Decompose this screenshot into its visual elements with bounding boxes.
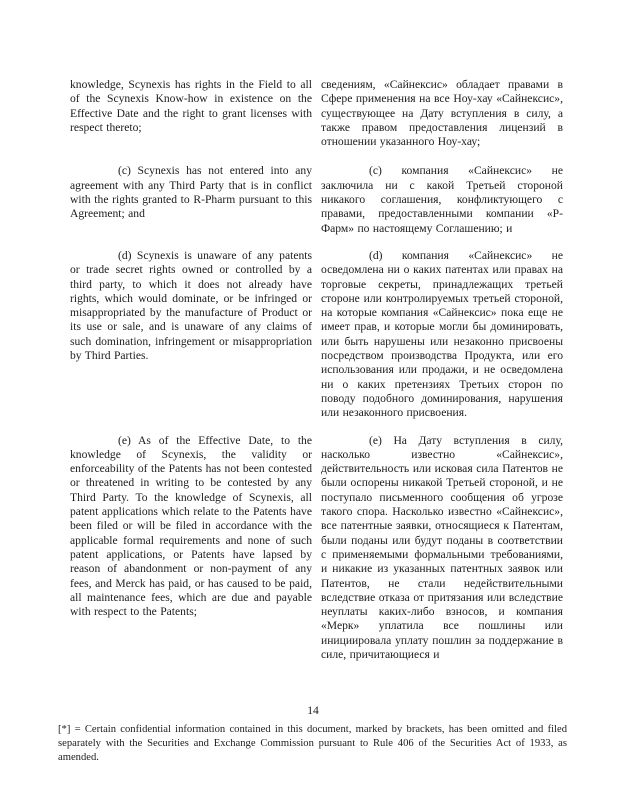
footnote: [*] = Certain confidential information contained in this document, marked by brackets, has been omitted and filed separately with the Securities and Exchange Commission pursuant to Rule 406 of the Securities Act of 1933, as amended. [58,724,567,763]
clause-c-en: (c) Scynexis has not entered into any agreement with any Third Party that is in conflict with the rights granted to R-Pharm pursuant to this Agreement; and [70,164,312,221]
clause-row-e [70,434,564,663]
two-column-body [70,78,564,662]
clause-row-d [70,249,564,421]
clause-e-ru: (e) На Дату вступления в силу, насколько известно «Сайнексис», действительность или исковая сила Патентов не были оспорены никакой Третьей стороной, и не поступало письменного сообщения об угрозе такого спора. Насколько известно «Сайнексис», все патентные заявки, относящиеся к Патентам, были поданы или будут поданы в соответствии с применяемыми формальными требованиями, и никакие из указанных патентных заявок или Патентов, не стали недействительными вследствие отказа от притязания или вследствие неуплаты каких-либо взносов, и компания «Мерк» уплатила все пошлины или инициировала уплату пошлин за поддержание в силе, причитающиеся и [321,433,563,661]
clause-e-en: (e) As of the Effective Date, to the knowledge of Scynexis, the validity or enforceability of the Patents has not been contested or threatened in writing to be contested by any Third Party. To the knowledge of Scynexis, all patent applications which relate to the Patents have been filed or will be filed in accordance with the applicable formal requirements and none of such patent applications, or Patents have lapsed by reason of abandonment or non-payment of any fees, and Merck has paid, or has caused to be paid, all maintenance fees, which are due and payable with respect to the Patents; [70,433,312,619]
clause-continuation-ru: сведениям, «Сайнексис» обладает правами в Сфере применения на все Ноу-хау «Сайнексис», существующее на Дату вступления в силу, а также правом предоставления лицензий в отношении указанного Ноу-хау; [321,78,563,149]
clause-row-c [70,164,564,235]
clause-row-continuation [70,78,564,149]
clause-d-en: (d) Scynexis is unaware of any patents or trade secret rights owned or controlled by a third party, to which it does not already have rights, which would dominate, or be infringed or misappropriated by the manufacture of Product or its use or sale, and is unaware of any claims of such domination, infringement or misappropriation by Third Parties. [70,248,312,363]
page-number: 14 [307,704,319,717]
clause-d-ru: (d) компания «Сайнексис» не осведомлена ни о каких патентах или правах на торговые секреты, принадлежащих третьей стороне или контролируемых третьей стороной, на которые компания «Сайнексис» пока еще не имеет прав, и которые могли бы доминировать, или быть нарушены или незаконно присвоены посредством производства Продукта, или его использования или продажи, и не осведомлена ни о каких претензиях Третьих сторон по поводу подобного доминирования, нарушения или незаконного присвоения. [321,248,563,420]
clause-c-ru: (c) компания «Сайнексис» не заключила ни с какой Третьей стороной никакого соглашения, конфликтующего с правами, предоставленными компании «Р-Фарм» по настоящему Соглашению; и [321,164,563,235]
clause-continuation-en: knowledge, Scynexis has rights in the Field to all of the Scynexis Know-how in existence on the Effective Date and the right to grant licenses with respect thereto; [70,78,312,134]
